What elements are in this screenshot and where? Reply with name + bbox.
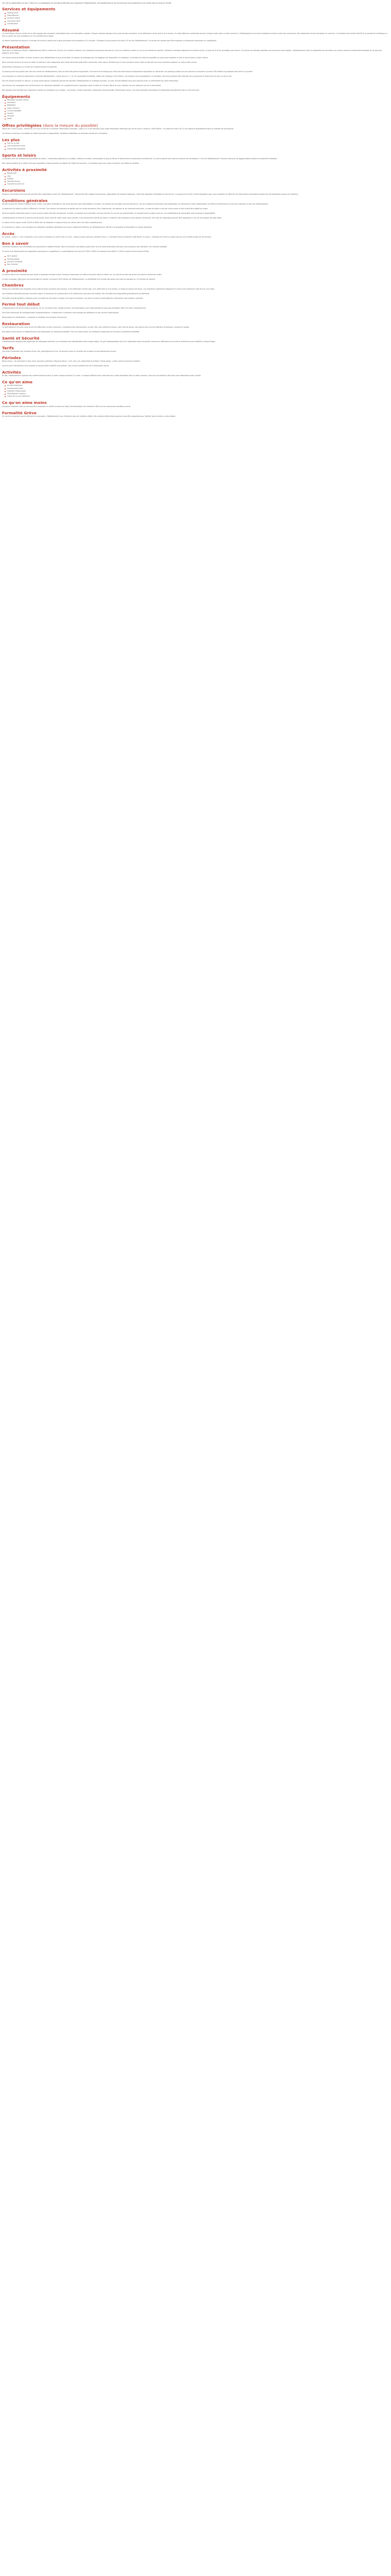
section-title — [2, 321, 389, 327]
section-paragraph: Le quartier offre de nombreuses possibilités de loisirs : randonnées pédestres et cyclistes, visites de musées, promenades le long du fleuve et découverte du patrimoine architectural. Un centre sportif avec piscine couverte est accessible à 1 km de l'établissement. Plusieurs parcours de jogging balisés partent à proximité immédiate. — [2, 158, 278, 160]
section-paragraph: Le parc municipal, idéal pour une promenade en famille, se trouve à 200 mètres de l'établissement. La cathédrale et le musée des beaux-arts sont accessibles en 10 minutes de marche. — [2, 278, 156, 280]
section-title-text: Formalité Grève — [2, 410, 37, 415]
sections-container — [2, 7, 389, 417]
bullet-item: Ascenseur — [4, 101, 389, 104]
section-bienavoir — [2, 241, 389, 266]
bullet-item: Cuisine partagée — [4, 110, 389, 112]
bullet-item: Marchés locaux — [4, 180, 389, 183]
section-bullet-list — [2, 172, 389, 185]
section-paragraph: Les transports en commun desservent le quartier régulièrement : lignes de bus 3, 7 et 12 à proximité immédiate, station de tramway à 400 mètres. Les horaires sont consultables à la réception. Des taxis peuvent être réservés par le personnel à toute heure du jour ou de la nuit. — [2, 75, 232, 77]
section-paragraph: Plusieurs excursions d'une journée peuvent être organisées à partir de l'établissement : découverte des villages environnants, dégustation de produits régionaux, visite des vignobles et balades en bord de lac. Le personnel se tient à votre disposition pour vous conseiller et effectuer les réservations nécessaires auprès de nos partenaires locaux de confiance. — [2, 193, 299, 195]
section-paragraph: Toute annulation effectuée jusqu'à 7 jours avant la date d'arrivée est gratuite. Au-delà, le montant de la première nuit sera facturé. En cas de non-présentation, le montant total du séjour sera dû. Les modifications de réservation sont soumises à disponibilité. — [2, 212, 216, 215]
section-title — [2, 370, 389, 375]
bullet-item: Calme de la cour intérieure — [4, 395, 389, 398]
section-equipements — [2, 94, 389, 121]
section-offres — [2, 123, 389, 135]
bullet-item: Climatisation — [4, 23, 389, 25]
section-formalite — [2, 411, 389, 418]
section-title-text: Sports et loisirs — [2, 152, 37, 158]
section-title — [2, 45, 389, 50]
section-title — [2, 153, 389, 158]
section-paragraph: Les chambres familiales peuvent accueillir jusqu'à 4 personnes et comprennent un lit double ainsi que deux lits simples. Des lits bébé sont disponibles gratuitement sur demande. — [2, 292, 150, 295]
section-paragraph: Des options sans gluten et végétariennes sont disponibles sur demande préalable. Pour les autres repas, de nombreux restaurants se trouvent à proximité immédiate. — [2, 331, 140, 333]
bullet-item: Laverie — [4, 112, 389, 115]
section-paragraph: Les tarifs s'entendent par chambre et par nuit, petit-déjeuner inclus. Ils peuvent varier en fonction de la saison et des événements locaux. — [2, 350, 117, 353]
section-title — [2, 188, 389, 193]
section-paragraph: Basse saison : de novembre à mars (hors vacances scolaires). Moyenne saison : avril, mai, juin, septembre et octobre. Haute saison : juillet, août et vacances scolaires. — [2, 360, 141, 363]
section-title-text: Périodes — [2, 355, 21, 360]
section-title-text: Les plus — [2, 137, 20, 142]
section-paragraph: En été, l'établissement organise des soirées barbecue dans le jardin chaque vendredi. En hiver, un espace détente avec cheminée est à votre disposition dans le salon commun. Des jeux de société et des livres sont disponibles toute l'année. — [2, 375, 201, 377]
section-title — [2, 411, 389, 416]
bullet-item: Concerts en plein air — [4, 183, 389, 185]
section-paragraph: Toutes nos chambres sont équipées d'une salle de bains privative avec douche, d'une télévision à écran plat, d'un coffre-fort et d'un bureau. Le linge de maison est fourni. Les chambres supérieures disposent en outre d'une machine à café et d'un coin salon. — [2, 287, 215, 290]
section-paragraph: Les animaux de compagnie sont les bienvenus sur demande préalable. Un supplément peut s'appliquer selon la taille de l'animal. Merci de nous informer de leur présence lors de la réservation. — [2, 84, 162, 87]
section-title — [2, 283, 389, 288]
section-bullet-list — [2, 12, 389, 25]
section-paragraph: Les clients peuvent profiter du salon commun avec bibliothèque et jeux de société. Un espace de stockage pour les bagages est disponible à la réception. La location de vélos est possible sur place pour explorer la ville et ses environs à votre rythme. — [2, 56, 208, 59]
section-title — [2, 268, 389, 274]
section-paragraph: Le centre-ville et ses commerces sont situés à quelques minutes à pied. Plusieurs restaurants et cafés se trouvent dans la même rue. Le marché couvert est ouvert du mardi au dimanche matin. — [2, 273, 162, 276]
page-root — [0, 0, 391, 418]
bullet-item: Parking privé — [4, 12, 389, 14]
section-title-text: Excursions — [2, 188, 25, 193]
section-paragraph: Arrivée à partir de 15h00 et départ avant 11h00. Une pièce d'identité et une carte bancaire sont demandées à l'arrivée. Les enfants de tous âges sont les bienvenus. Les lits d'appoint et berceaux sont disponibles sur demande et selon disponibilité. Les fêtes et événements ne sont pas autorisés au sein de l'établissement. — [2, 203, 269, 206]
bullet-item: Cour intérieure calme — [4, 145, 389, 147]
section-title-text: Activités à proximité — [2, 167, 47, 172]
section-title — [2, 167, 389, 173]
section-bullet-list — [2, 255, 389, 266]
section-paragraph: Pour toute demande de renseignements complémentaires, n'hésitez pas à contacter notre équipe par téléphone ou par courrier électronique. — [2, 312, 119, 314]
section-paragraph: Certaines chambres côté rue peuvent être bruyantes en soirée le week-end. Nous recommandons les chambres côté cour aux personnes sensibles au bruit. — [2, 405, 131, 408]
bullet-item: Randonnée — [4, 172, 389, 175]
section-sports — [2, 153, 389, 165]
bullet-item: Terrasse — [4, 115, 389, 117]
section-title — [2, 198, 389, 204]
section-paragraph: Nos équipes sont formées pour répondre à toutes vos questions sur la région : excursions, visites culturelles, restaurants recommandés, événements locaux. Une documentation touristique est disponible gratuitement dans le hall d'accueil. — [2, 89, 200, 91]
section-paragraph: Nous sommes heureux de vous accueillir et restons à votre disposition pour toute demande particulière concernant votre séjour. N'hésitez pas à nous contacter avant votre arrivée afin que nous puissions préparer au mieux votre venue. — [2, 61, 197, 63]
section-title — [2, 302, 389, 307]
bullet-item: Emplacement idéal — [4, 387, 389, 390]
bullet-item: Propreté irréprochable — [4, 390, 389, 393]
section-paragraph: En réservant un séjour, vous acceptez les présentes conditions générales ainsi que le règlement intérieur de l'établissement, affiché à la réception et disponible sur simple demande. — [2, 226, 152, 229]
section-paragraph: Le paiement du solde du séjour s'effectue à l'arrivée. Les moyens de paiement acceptés sont les cartes bancaires (Visa, Mastercard), les espèces et les virements bancaires. La taxe de séjour n'est pas incluse dans le tarif et doit être réglée sur place. — [2, 208, 208, 210]
section-ceque — [2, 380, 389, 398]
section-aproximite — [2, 268, 389, 280]
bullet-item: Vue sur la ville — [4, 142, 389, 145]
bullet-item: Proche des transports — [4, 148, 389, 150]
section-title-text: Ce qu'on aime — [2, 379, 32, 384]
section-excursions — [2, 188, 389, 195]
section-title — [2, 346, 389, 351]
section-paragraph: Séjour de 3 nuits ou plus : remise de 10 % sur le tarif de la chambre. Réservation anticipée : jusqu'à 15 % de réduction pour toute réservation effectuée plus de 60 jours à l'avance. Offre famille : un enfant de moins de 12 ans séjourne gratuitement dans la chambre de ses parents. — [2, 128, 234, 130]
section-title-suffix: (dans la mesure du possible) — [43, 123, 98, 128]
bullet-item: Bagagerie — [4, 104, 389, 107]
section-sante — [2, 336, 389, 343]
section-title — [2, 94, 389, 99]
bullet-item: Parking gratuit — [4, 258, 389, 261]
section-title — [2, 123, 389, 128]
section-title — [2, 28, 389, 33]
section-activites_ete — [2, 370, 389, 377]
section-bullet-list — [2, 142, 389, 150]
bullet-item: Salon commun — [4, 107, 389, 110]
section-title — [2, 336, 389, 341]
section-title-text: Chambres — [2, 283, 24, 288]
section-title-text: Bon à savoir — [2, 241, 29, 246]
section-paragraph: Le petit-déjeuner est servi sous forme de buffet dans la salle commune. Il comprend des viennoiseries, du pain frais, des confitures maison, des fruits de saison, des yaourts ainsi qu'une sélection de boissons chaudes et froides. — [2, 326, 190, 329]
section-paragraph: Consultez la grille tarifaire ci-dessous pour connaître les prix selon la saison et le type de chambre. Les tarifs incluent le petit-déjeuner continental, sauf mention contraire. — [2, 297, 143, 299]
section-resume — [2, 28, 389, 42]
section-title — [2, 7, 389, 12]
section-paragraph: Les offres ne sont pas cumulables et restent soumises à disponibilité. Conditions détaillées sur demande auprès de la réception. — [2, 132, 108, 135]
section-title-text: À proximité — [2, 268, 27, 274]
section-bullet-list — [2, 384, 389, 398]
section-paragraph: En voiture : sortie n° 4 de l'autoroute, puis suivre la direction du centre-ville. En train : depuis la gare centrale, prendre le bus n° 7 direction Place du Marché, arrêt Mairie. En avion : l'aéroport est relié au centre-ville par une navette toutes les 30 minutes. — [2, 236, 212, 239]
section-paragraph: Les prix sont mentionnés à titre indicatif et peuvent être modifiés sans préavis. Seul le tarif confirmé lors de la réservation fait foi. — [2, 365, 110, 367]
section-title-text: Santé et Sécurité — [2, 335, 40, 341]
bullet-item: Connexion Wi-Fi — [4, 20, 389, 23]
bullet-item: Petit-déjeuner copieux — [4, 393, 389, 395]
section-title-text: Accès — [2, 231, 14, 236]
bullet-item: Wi-Fi gratuit — [4, 255, 389, 258]
section-acces — [2, 231, 389, 239]
bullet-item: Accueil chaleureux — [4, 384, 389, 387]
section-title — [2, 241, 389, 246]
section-paragraph: Des visites guidées de la vieille ville sont organisées chaque semaine au départ de l'office de tourisme. La réception peut vous aider à réserver vos billets et activités. — [2, 162, 140, 165]
section-presentation — [2, 45, 389, 92]
bullet-item: Non-fumeurs — [4, 263, 389, 266]
bullet-item: Petit-déjeuner — [4, 14, 389, 17]
section-title — [2, 380, 389, 385]
section-title-text: Offres privilégiées — [2, 123, 42, 128]
section-paragraph: Informations pratiques sur l'accès et le stationnement à proximité. — [2, 65, 57, 68]
section-title — [2, 400, 389, 405]
section-title-text: Équipements — [2, 94, 30, 99]
section-paragraph: Réservations et informations : contactez la réception aux horaires d'ouverture. — [2, 316, 67, 319]
section-bullet-list — [2, 99, 389, 121]
section-paragraph: Pour les clients arrivant en voiture, un accès facile depuis l'autoroute permet de rejoindre l'établissement en quelques minutes. Un plan d'accès détaillé vous sera transmis avec la confirmation de votre réservation. — [2, 79, 179, 82]
section-title-text: Restauration — [2, 321, 30, 326]
section-title — [2, 231, 389, 236]
section-lesplus — [2, 138, 389, 150]
section-periodes — [2, 355, 389, 367]
section-paragraph: L'établissement est fermé chaque année du 1er au 15 janvier pour congés annuels. Les réservations pour cette période ne sont pas acceptées. Merci de votre compréhension. — [2, 307, 146, 309]
section-title-text: Présentation — [2, 44, 30, 49]
section-title — [2, 138, 389, 143]
section-title-text: Tarifs — [2, 345, 14, 350]
bullet-item: Réception ouverte 24h/24 — [4, 99, 389, 101]
section-paragraph: Situé dans un bâtiment rénové, l'établissement allie le charme de l'ancien et le confort moderne. Les chambres lumineuses donnent sur une cour intérieure calme ou sur la rue animée du quartier. Certaines chambres disposent d'un balcon privé. Le linge de lit et les serviettes sont fournis. Un service de ménage quotidien est assuré par notre équipe. L'établissement met à la disposition de ses hôtes une cuisine commune entièrement équipée où ils pourront préparer leurs repas. — [2, 49, 382, 54]
section-title-text: Activités — [2, 369, 21, 375]
page-intro: Ceci est la présentation du site. Il décrit en un paragraphe les principaux éléments qui composent l'établissement, ses équipements et les services que nous proposons à nos clients tout au long de l'année. — [2, 2, 172, 4]
section-chambres — [2, 283, 389, 299]
section-activites — [2, 167, 389, 186]
section-services — [2, 7, 389, 25]
section-conditions — [2, 198, 389, 229]
section-paragraph: Le parking privé est gratuit pour tous les clients de l'établissement, dans la limite des places disponibles. Une borne de recharge pour véhicules électriques est également disponible sur demande. Les parkings publics les plus proches se trouvent à environ 300 mètres et proposent des tarifs à la journée. — [2, 70, 253, 73]
bullet-item: Animaux acceptés — [4, 261, 389, 263]
section-title-text: Ce qu'on aime moins — [2, 400, 47, 405]
section-title-text: Services et équipements — [2, 7, 56, 12]
section-title-text: Conditions générales — [2, 198, 48, 203]
section-paragraph: Certaines chambres sont accessibles aux personnes à mobilité réduite. Merci de préciser vos besoins particuliers lors de votre réservation afin que nous puissions vous attribuer une chambre adaptée. — [2, 246, 168, 248]
section-paragraph: Le centre historique se trouve à 5 minutes de marche, tandis que la gare principale est accessible en 10 minutes. L'aéroport le plus proche est situé à 25 km de l'établissement. Un service de navette peut être organisé sur demande moyennant un supplément. — [2, 40, 217, 42]
bullet-item: Jardin — [4, 117, 389, 120]
section-title — [2, 355, 389, 361]
section-paragraph: L'établissement se réserve le droit de pré-autoriser votre carte de crédit avant votre arrivée. Il est strictement interdit de fumer à l'intérieur des chambres et des parties communes. Des frais de nettoyage pourront être appliqués en cas de non-respect de cette règle. — [2, 217, 222, 219]
bullet-item: Vélo — [4, 175, 389, 178]
bullet-item: Musées — [4, 178, 389, 180]
section-paragraph: Le calme est de rigueur entre 22h00 et 8h00 afin de respecter le repos de tous les clients. Merci de votre compréhension. — [2, 222, 103, 224]
section-paragraph: Le Guest Room situé au centre de la ville propose des chambres confortables avec une décoration soignée. Chaque chambre dispose d'une salle de bains privative, d'une télévision à écran plat et d'un bureau. Un petit-déjeuner continental est servi chaque matin dans la salle commune. L'établissement se trouve à quelques minutes à pied des commerces, des restaurants et des transports en commun. La réception est ouverte 24h/24 et le personnel multilingue se fera un plaisir de vous renseigner sur les activités de la région. — [2, 32, 387, 37]
section-title-text: Fermé tout début — [2, 302, 40, 307]
section-tarifs — [2, 346, 389, 353]
section-paragraph: En cas de mouvement social affectant les transports, l'établissement vous informera dans les meilleurs délais. Des solutions alternatives pourront vous être proposées pour faciliter votre arrivée ou votre départ. — [2, 415, 176, 418]
section-restauration — [2, 321, 389, 333]
section-ceque2 — [2, 400, 389, 408]
section-ferme — [2, 302, 389, 318]
section-paragraph: Un service de blanchisserie est disponible moyennant un supplément. Le petit-déjeuner est servi de 7h00 à 10h00 en semaine et de 8h00 à 11h00 le week-end et les jours fériés. — [2, 250, 150, 253]
section-title-text: Résumé — [2, 27, 20, 32]
bullet-item: Animaux admis — [4, 17, 389, 20]
section-paragraph: L'établissement applique des protocoles de nettoyage renforcés. Les chambres sont désinfectées entre chaque séjour. Du gel hydroalcoolique est mis à disposition dans les parties communes. Détecteurs de fumée et extincteurs sont installés à chaque étage. — [2, 341, 216, 343]
